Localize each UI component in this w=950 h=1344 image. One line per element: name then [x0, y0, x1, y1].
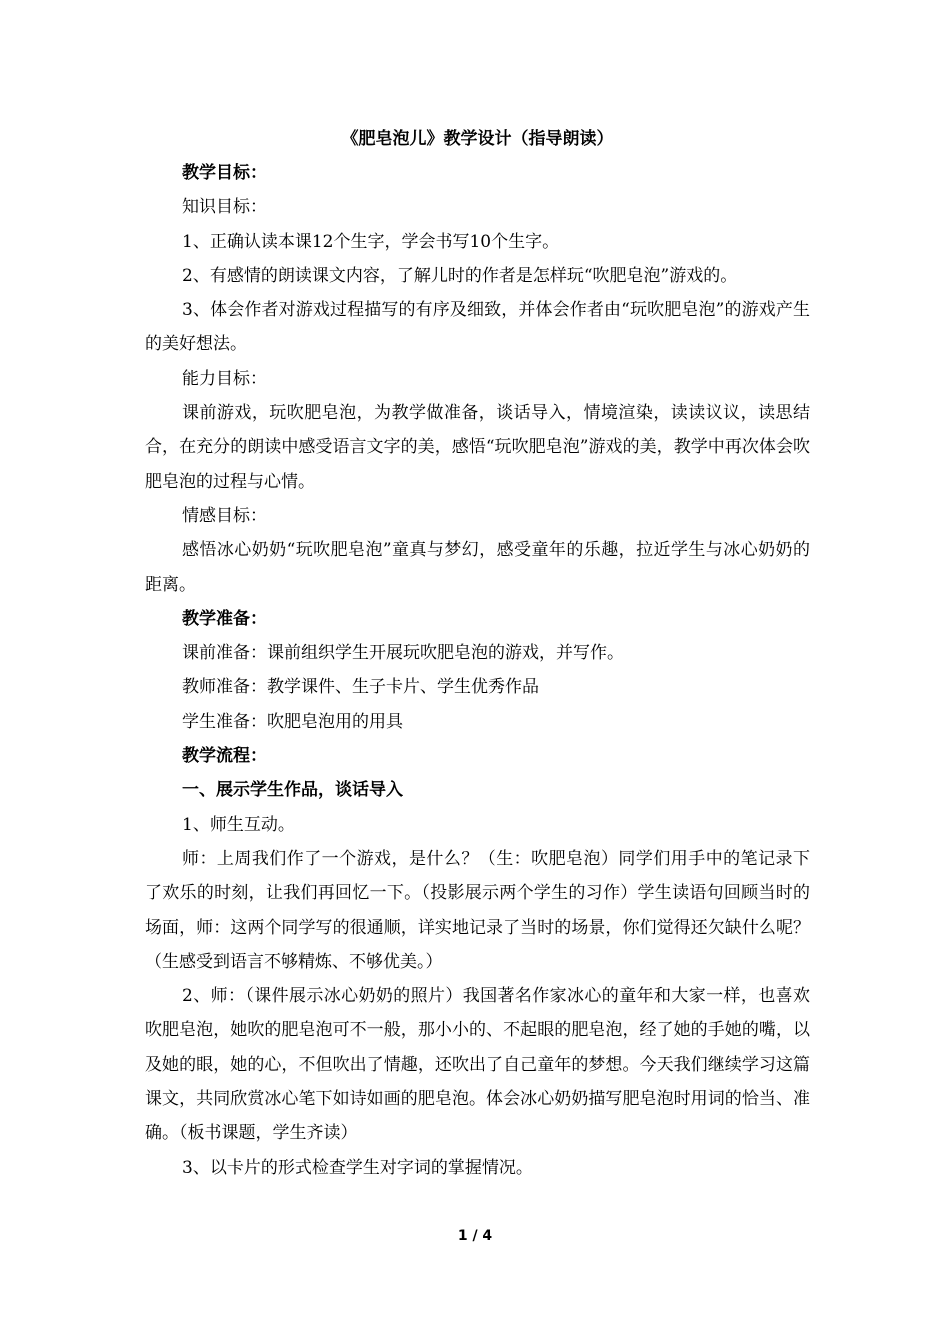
- paragraph: 情感目标：: [182, 505, 267, 526]
- paragraph: 知识目标：: [182, 197, 267, 218]
- paragraph-list: [145, 156, 810, 1185]
- section-heading: 教学流程：: [182, 746, 267, 767]
- paragraph: 3、以卡片的形式检查学生对字词的掌握情况。: [182, 1157, 533, 1178]
- section-heading: 教学准备：: [182, 608, 267, 629]
- paragraph: 2、有感情的朗读课文内容，了解儿时的作者是怎样玩“吹肥皂泡”游戏的。: [182, 265, 738, 286]
- document-body: [145, 122, 810, 1185]
- paragraph: 感悟冰心奶奶“玩吹肥皂泡”童真与梦幻，感受童年的乐趣，拉近学生与冰心奶奶的距离。: [145, 540, 810, 595]
- paragraph: 教师准备：教学课件、生子卡片、学生优秀作品: [182, 677, 539, 698]
- page-number: 1 / 4: [457, 1228, 493, 1244]
- paragraph: 3、体会作者对游戏过程描写的有序及细致，并体会作者由“玩吹肥皂泡”的游戏产生的美好想法。: [145, 300, 810, 355]
- document-title: 《肥皂泡儿》教学设计（指导朗读）: [341, 129, 614, 149]
- paragraph: 2、师：（课件展示冰心奶奶的照片）我国著名作家冰心的童年和大家一样，也喜欢吹肥皂泡，她吹的肥皂泡可不一般，那小小的、不起眼的肥皂泡，经了她的手她的嘴，以及她的眼，她的心，不但吹出了情趣，还吹出了自己童年的梦想。今天我们继续学习这篇课文，共同欣赏冰心笔下如诗如画的肥皂泡。体会冰心奶奶描写肥皂泡时用词的恰当、准确。（板书课题，学生齐读）: [145, 986, 810, 1144]
- paragraph: 课前游戏，玩吹肥皂泡，为教学做准备，谈话导入，情境渲染，读读议议，读思结合，在充分的朗读中感受语言文字的美，感悟“玩吹肥皂泡”游戏的美，教学中再次体会吹肥皂泡的过程与心情。: [145, 403, 810, 492]
- paragraph: 师：上周我们作了一个游戏，是什么？（生：吹肥皂泡）同学们用手中的笔记录下了欢乐的时刻，让我们再回忆一下。（投影展示两个学生的习作）学生读语句回顾当时的场面，师：这两个同学写的很通顺，详实地记录了当时的场景，你们觉得还欠缺什么呢？（生感受到语言不够精炼、不够优美。）: [145, 848, 810, 972]
- section-heading: 教学目标：: [182, 163, 267, 183]
- paragraph: 学生准备：吹肥皂泡用的用具: [182, 711, 403, 732]
- paragraph: 1、正确认读本课12个生字，学会书写10个生字。: [182, 231, 560, 252]
- paragraph: 1、师生互动。: [182, 814, 295, 835]
- paragraph: 能力目标：: [182, 368, 267, 389]
- paragraph: 课前准备：课前组织学生开展玩吹肥皂泡的游戏，并写作。: [182, 643, 624, 664]
- section-heading: 一、展示学生作品，谈话导入: [182, 780, 403, 801]
